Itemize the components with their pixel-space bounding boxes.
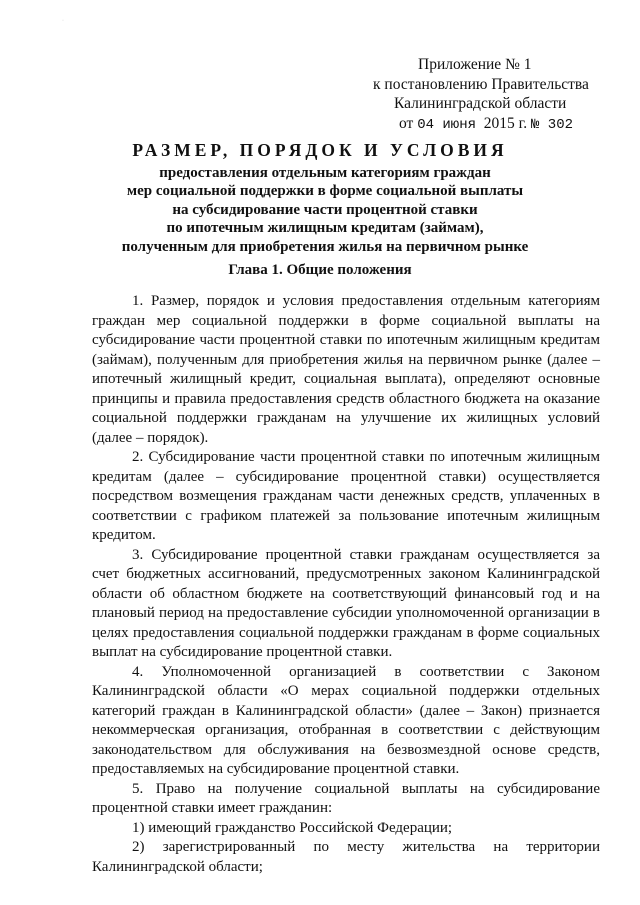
paragraph-5: 5. Право на получение социальной выплаты на субсидирование процентной ставки имеет гражданин: (92, 780, 600, 816)
document-title: РАЗМЕР, ПОРЯДОК И УСЛОВИЯ (132, 140, 508, 160)
document-subtitle (100, 164, 550, 256)
paragraph-3: 3. Субсидирование процентной ставки гражданам осуществляется за счет бюджетных ассигнований, предусмотренных законом Калининградской области об областном бюджете на соответствующий финансовый год и на плановый период на предоставление субсидии уполномоченной организации в целях предоставления социальной поддержки гражданам в форме социальных выплат на субсидирование процентной ставки. (92, 546, 600, 660)
subtitle-line: мер социальной поддержки в форме социальной выплаты (126, 183, 524, 200)
subtitle-line: полученным для приобретения жилья на первичном рынке (121, 238, 529, 255)
subtitle-line: предоставления отдельным категориям граждан (159, 165, 491, 181)
resolution-reference: к постановлению Правительства (373, 75, 589, 93)
date-day-month: 04 июня (417, 116, 477, 133)
paragraph-1: 1. Размер, порядок и условия предоставления отдельным категориям граждан мер социальной поддержки в форме социальной выплаты на субсидирование части процентной ставки по ипотечным жилищным кредитам (займам), полученным для приобретения жилья на первичном рынке (далее – ипотечный жилищный кредит, социальная выплата), определяют основные принципы и правила предоставления средств областного бюджета на оказание социальной поддержки гражданам на улучшение их жилищных условий (далее – порядок). (92, 293, 600, 446)
chapter-heading: Глава 1. Общие положения (228, 262, 412, 278)
scan-mark: · (62, 18, 64, 24)
appendix-number: Приложение № 1 (418, 56, 532, 73)
paragraph-4: 4. Уполномоченной организацией в соответствии с Законом Калининградской области «О мерах социальной поддержки отдельных категорий граждан в Калининградской области» (далее – Закон) признается некоммерческая организация, отобранная в соответствии с действующим законодательством для обслуживания на безвозмездной основе средств, предоставляемых на субсидирование процентной ставки. (92, 663, 600, 777)
paragraph-2: 2. Субсидирование части процентной ставки по ипотечным жилищным кредитам (далее – субсидирование процентной ставки) осуществляется посредством возмещения гражданам части денежных средств, уплаченных в соответствии с графиком платежей за пользование ипотечным жилищным кредитом. (92, 449, 600, 543)
list-item-2: 2) зарегистрированный по месту жительства на территории Калининградской области; (92, 839, 600, 875)
approval-block (360, 55, 610, 135)
list-item-1: 1) имеющий гражданство Российской Федерации; (132, 819, 453, 836)
date-prefix: от (399, 114, 414, 132)
subtitle-line: на субсидирование части процентной ставки (172, 201, 478, 218)
resolution-number: № 302 (531, 116, 574, 133)
resolution-date-line (360, 114, 610, 136)
subtitle-line: по ипотечным жилищным кредитам (займам), (166, 220, 484, 237)
document-body (92, 292, 600, 877)
date-year: 2015 г. (483, 114, 528, 132)
region-name: Калининградской области (394, 95, 567, 112)
